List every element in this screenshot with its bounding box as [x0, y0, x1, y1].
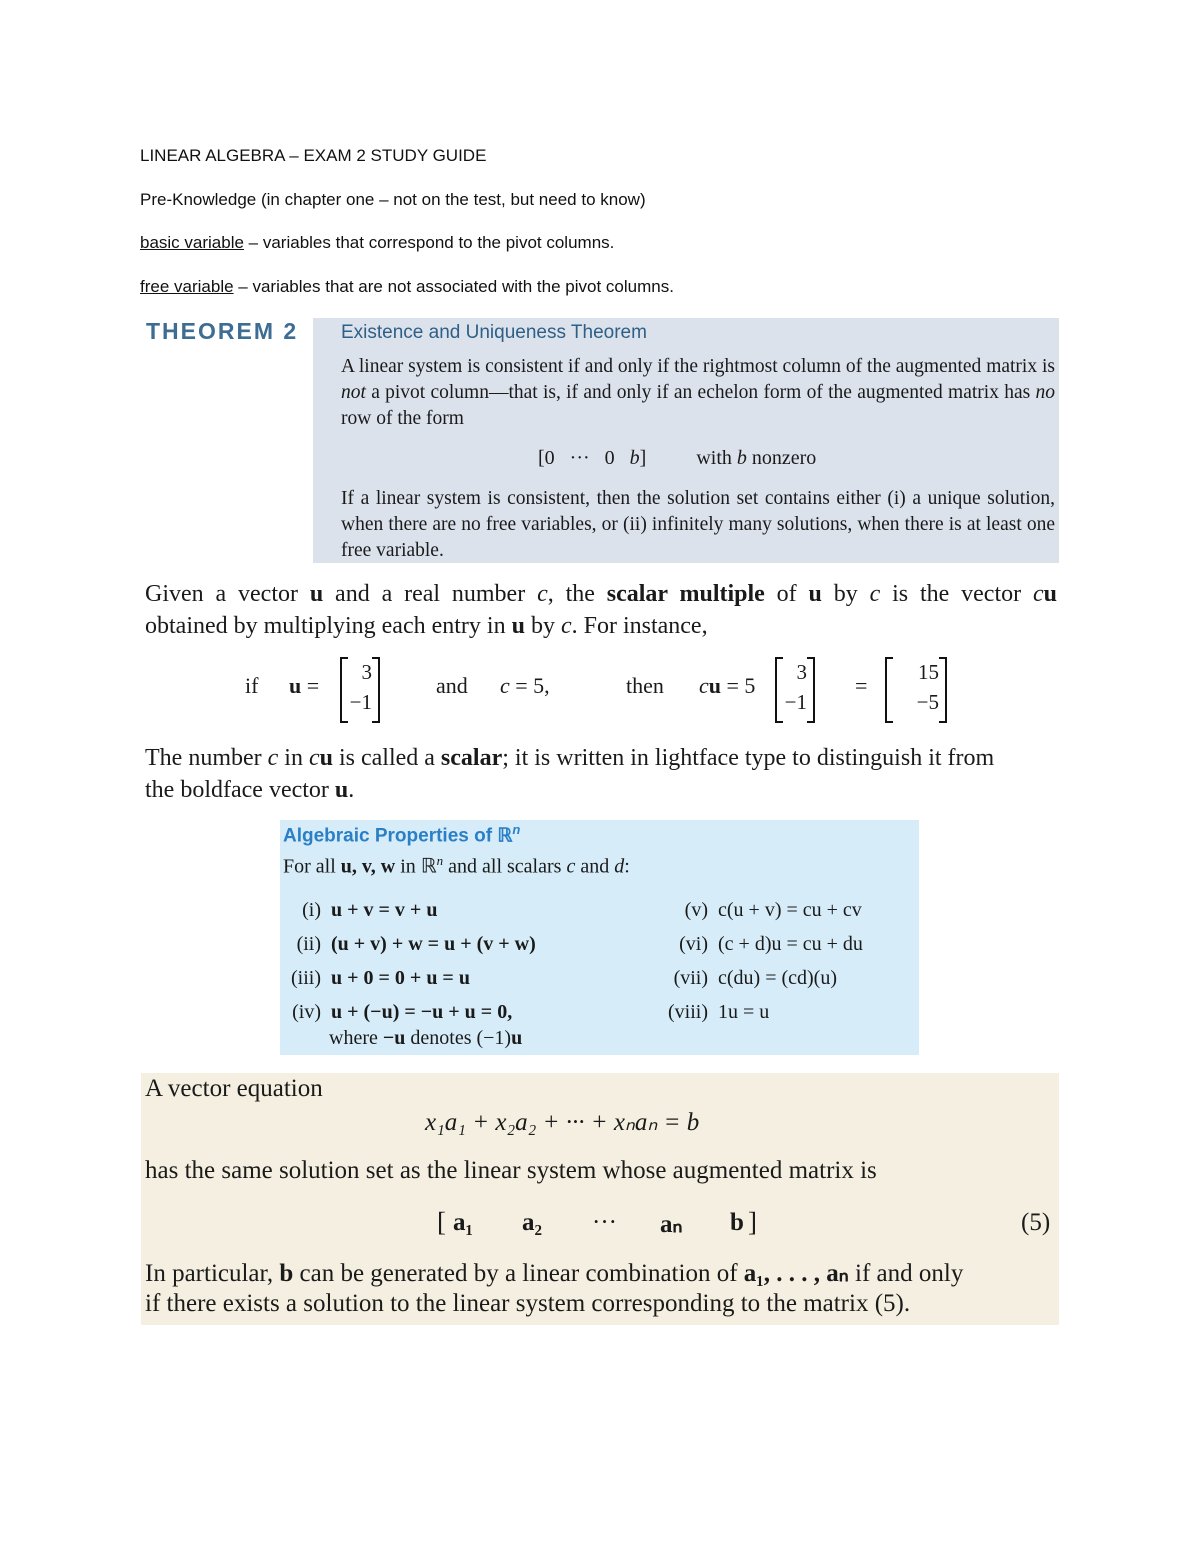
vector-equation: x₁a₁ + x₂a₂ + ··· + xₙaₙ = b — [425, 1109, 700, 1136]
example-then: then — [626, 673, 664, 698]
augmented-matrix-a1: a₁ — [453, 1209, 473, 1236]
vector-u-entry-2: −1 — [349, 690, 372, 714]
vector-equation-line-2: has the same solution set as the linear system whose augmented matrix is — [145, 1157, 877, 1184]
example-if: if — [245, 673, 259, 698]
example-c-value: c = 5, — [500, 673, 550, 698]
property-iv-note: where −u denotes (−1)u — [329, 1027, 523, 1049]
theorem-title: Existence and Uniqueness Theorem — [341, 322, 647, 343]
equation-number: (5) — [1021, 1209, 1051, 1236]
example-equals: = — [855, 673, 868, 698]
vector-equation-heading: A vector equation — [145, 1075, 323, 1102]
property-ii: (ii) (u + v) + w = u + (v + w) — [296, 933, 536, 955]
theorem-box — [313, 318, 1059, 563]
property-v: (v) c(u + v) = cu + cv — [684, 899, 862, 921]
algebraic-properties-box — [280, 820, 919, 1055]
augmented-matrix-dots: ··· — [592, 1209, 617, 1236]
vector-equation-box — [141, 1073, 1059, 1325]
algebraic-properties-intro: For all u, v, w in ℝ$^n$ and all scalars c and d: — [283, 853, 630, 878]
augmented-matrix-b: b — [730, 1209, 744, 1236]
vector-equation-conclusion-line-1: In particular, b can be generated by a linear combination of a₁, . . . , aₙ if and only — [145, 1260, 964, 1287]
free-variable-term: free variable — [140, 277, 234, 296]
free-variable-text: – variables that are not associated with the pivot columns. — [233, 277, 674, 296]
theorem-label: THEOREM 2 — [146, 318, 299, 344]
augmented-matrix-an: aₙ — [660, 1211, 683, 1238]
example-and: and — [436, 673, 468, 698]
document-title: LINEAR ALGEBRA – EXAM 2 STUDY GUIDE — [140, 146, 487, 165]
free-variable-definition — [140, 277, 674, 297]
theorem-row-form: [0 ··· 0 b] with b nonzero — [538, 447, 817, 469]
basic-variable-text: – variables that correspond to the pivot columns. — [243, 233, 615, 252]
scalar-note-line-1: The number c in cu is called a scalar; it is written in lightface type to distinguish it from — [145, 745, 995, 771]
vector-result — [885, 657, 947, 721]
scalar-paragraph-line-1: Given a vector u and a real number c, the scalar multiple of u by c is the vector cu — [145, 581, 1057, 607]
basic-variable-term: basic variable — [140, 233, 244, 252]
augmented-matrix-a2: a₂ — [522, 1209, 542, 1236]
example-cu-equals: cu = 5 — [699, 673, 756, 698]
property-vii: (vii) c(du) = (cd)(u) — [673, 967, 837, 989]
scalar-note-line-2: the boldface vector u. — [145, 777, 355, 803]
vector-u — [340, 657, 380, 721]
augmented-matrix-close: ] — [748, 1207, 757, 1237]
vector-u-scaled: 3 −1 — [775, 657, 815, 721]
vector-result-entry-2: −5 — [916, 690, 939, 714]
property-i: (i) u + v = v + u — [302, 899, 438, 921]
algebraic-properties-title: Algebraic Properties of ℝ$^n$ — [283, 822, 521, 847]
basic-variable-definition — [140, 233, 614, 253]
property-iv: (iv) u + (−u) = −u + u = 0, — [292, 1001, 513, 1023]
augmented-matrix-open: [ — [437, 1207, 446, 1237]
example-u-equals: u = — [289, 673, 320, 698]
vector-result-entry-1: 15 — [918, 660, 939, 684]
theorem-paragraph-1: A linear system is consistent if and only if the rightmost column of the augmented matrix is not a pivot column—that is, if and only if an echelon form of the augmented matrix has no row of the form — [341, 356, 1055, 429]
property-viii: (viii) 1u = u — [668, 1001, 770, 1023]
vector-u-entry-1: 3 — [361, 660, 372, 684]
property-vi: (vi) (c + d)u = cu + du — [679, 933, 863, 955]
pre-knowledge-line: Pre-Knowledge (in chapter one – not on the test, but need to know) — [140, 190, 646, 209]
theorem-paragraph-2: If a linear system is consistent, then the solution set contains either (i) a unique solution, when there are no free variables, or (ii) infinitely many solutions, when there is at least one free variable. — [341, 488, 1055, 561]
property-iii: (iii) u + 0 = 0 + u = u — [291, 967, 470, 989]
scalar-paragraph-line-2: obtained by multiplying each entry in u by c. For instance, — [145, 613, 708, 639]
vector-equation-conclusion-line-2: if there exists a solution to the linear system corresponding to the matrix (5). — [145, 1290, 911, 1317]
